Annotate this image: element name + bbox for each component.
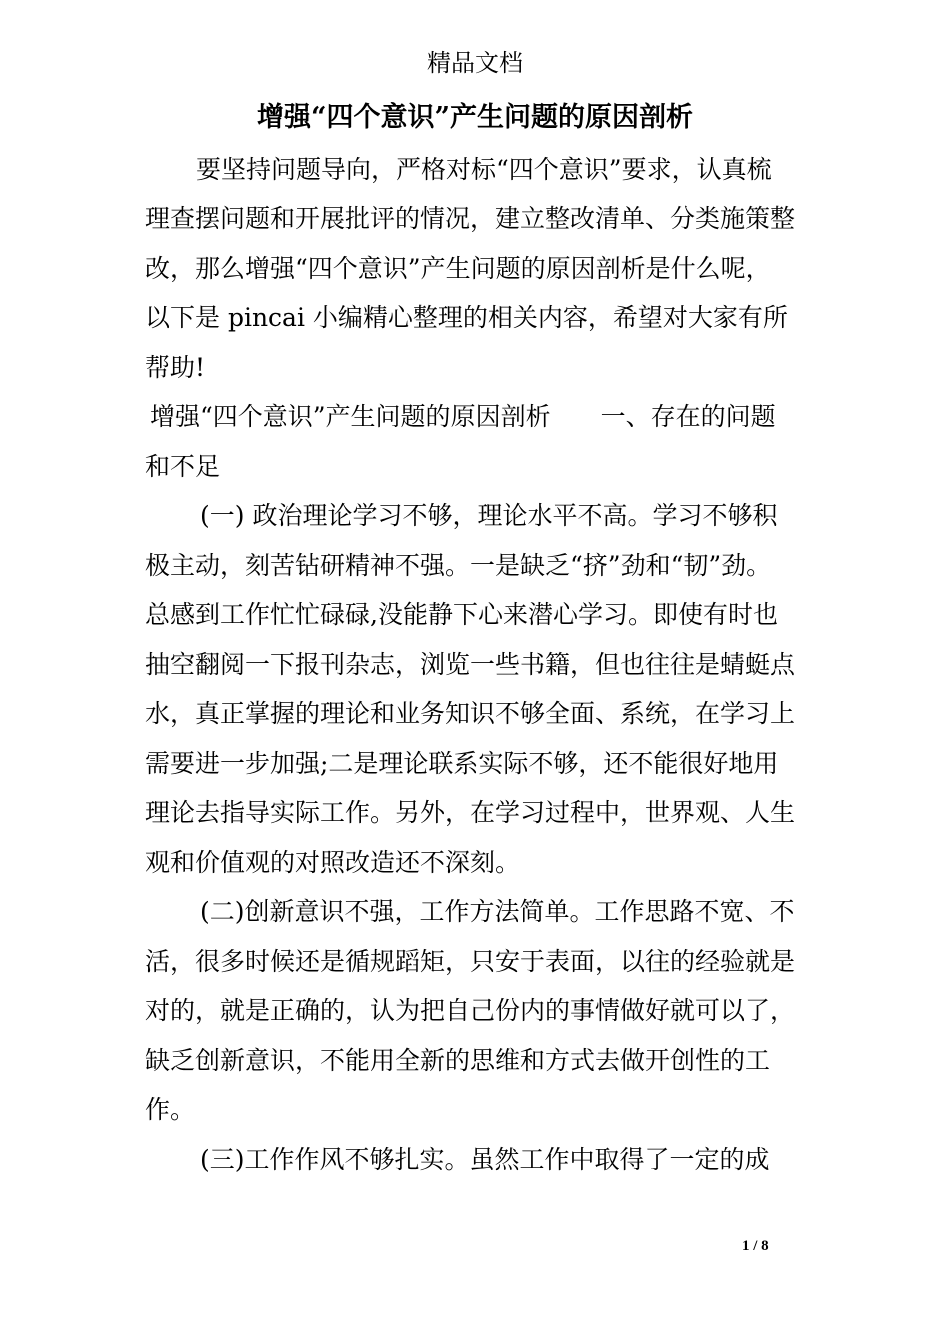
paragraph-line: 观和价值观的对照改造还不深刻。: [145, 848, 521, 877]
paragraph-line: 理查摆问题和开展批评的情况，建立整改清单、分类施策整: [145, 204, 796, 233]
paragraph-line: 总感到工作忙忙碌碌,没能静下心来潜心学习。即使有时也: [145, 600, 778, 629]
paragraph-line: 要坚持问题导向，严格对标“四个意识”要求，认真梳: [196, 155, 772, 184]
paragraph-line: 对的，就是正确的，认为把自己份内的事情做好就可以了，: [145, 996, 796, 1025]
paragraph-line: 增强“四个意识”产生问题的原因剖析 一、存在的问题: [150, 402, 776, 431]
paragraph-line: 和不足: [145, 452, 221, 481]
paragraph-line: 需要进一步加强;二是理论联系实际不够，还不能很好地用: [145, 749, 779, 778]
paragraph-line: (二)创新意识不强，工作方法简单。工作思路不宽、不: [200, 897, 795, 926]
paragraph-line: (一) 政治理论学习不够，理论水平不高。学习不够积: [200, 501, 778, 530]
page-number: 1 / 8: [742, 1238, 769, 1254]
paragraph-line: 抽空翻阅一下报刊杂志，浏览一些书籍，但也往往是蜻蜓点: [145, 650, 796, 679]
paragraph-line: 水，真正掌握的理论和业务知识不够全面、系统，在学习上: [145, 699, 796, 728]
document-title: 增强“四个意识”产生问题的原因剖析: [256, 102, 694, 133]
paragraph-line: 以下是 pincai 小编精心整理的相关内容，希望对大家有所: [145, 303, 788, 332]
paragraph-line: 改，那么增强“四个意识”产生问题的原因剖析是什么呢，: [145, 254, 771, 283]
paragraph-line: 作。: [145, 1095, 196, 1124]
paragraph-line: 极主动，刻苦钻研精神不强。一是缺乏“挤”劲和“韧”劲。: [145, 551, 772, 580]
page-header: 精品文档: [427, 49, 523, 77]
paragraph-line: (三)工作作风不够扎实。虽然工作中取得了一定的成: [200, 1145, 770, 1174]
paragraph-line: 活，很多时候还是循规蹈矩，只安于表面，以往的经验就是: [145, 947, 796, 976]
paragraph-line: 缺乏创新意识，不能用全新的思维和方式去做开创性的工: [145, 1046, 771, 1075]
paragraph-line: 帮助!: [145, 353, 206, 382]
paragraph-line: 理论去指导实际工作。另外，在学习过程中，世界观、人生: [145, 798, 796, 827]
